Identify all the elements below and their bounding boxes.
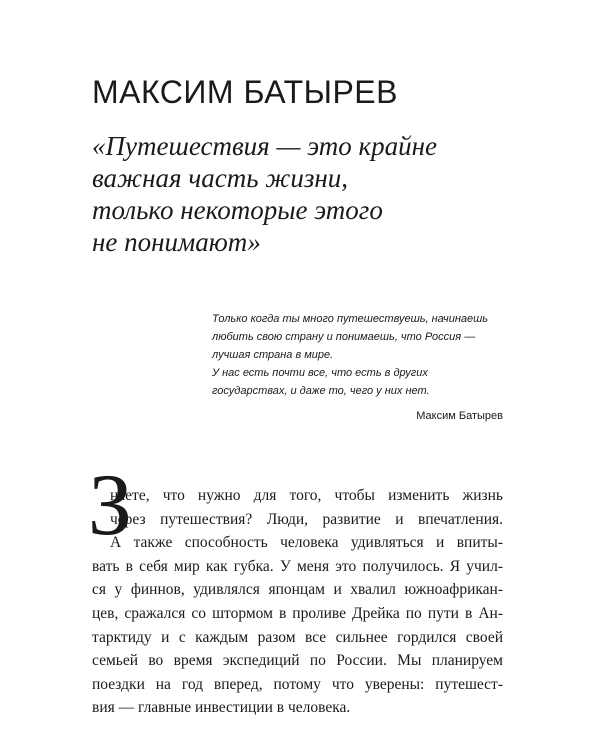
quote-line: «Путешествия — это крайне <box>92 131 438 161</box>
body-line: поездки на год вперед, потому что уверены: путешест- <box>92 675 503 693</box>
chapter-title: МАКСИМ БАТЫРЕВ <box>92 74 398 110</box>
body-line: вия — главные инвестиции в человека. <box>92 699 351 717</box>
quote-line: только некоторые этого <box>92 195 383 225</box>
epigraph-line: государствах, и даже то, чего у них нет. <box>212 385 430 397</box>
epigraph-line: Только когда ты много путешествуешь, начинаешь <box>212 313 489 325</box>
body-line: наете, что нужно для того, чтобы изменить жизнь <box>110 487 503 504</box>
quote-line: важная часть жизни, <box>92 163 349 193</box>
body-line: А также способность человека удивляться и впиты- <box>110 534 503 552</box>
epigraph-line: любить свою страну и понимаешь, что Россия — <box>212 331 476 343</box>
epigraph-line: У нас есть почти все, что есть в других <box>212 367 428 379</box>
body-line: ся у финнов, удивлялся японцам и хвалил южноафрикан- <box>92 581 503 599</box>
epigraph-author: Максим Батырев <box>416 410 503 422</box>
chapter-quote <box>92 130 437 258</box>
body-line: вать в себя мир как губка. У меня это получилось. Я учил- <box>92 557 503 575</box>
body-line: тарктиду и с каждым разом все сильнее гордился своей <box>92 628 503 646</box>
quote-line: не понимают» <box>92 227 261 257</box>
body-line: семьей во время экспедиций по России. Мы планируем <box>92 652 503 670</box>
epigraph <box>212 310 512 400</box>
body-text <box>92 484 503 720</box>
drop-cap: З <box>88 457 133 554</box>
epigraph-line: лучшая страна в мире. <box>212 349 334 361</box>
body-line: через путешествия? Люди, развитие и впечатления. <box>110 510 503 528</box>
body-line: цев, сражался со штормом в проливе Дрейка по пути в Ан- <box>92 604 503 622</box>
